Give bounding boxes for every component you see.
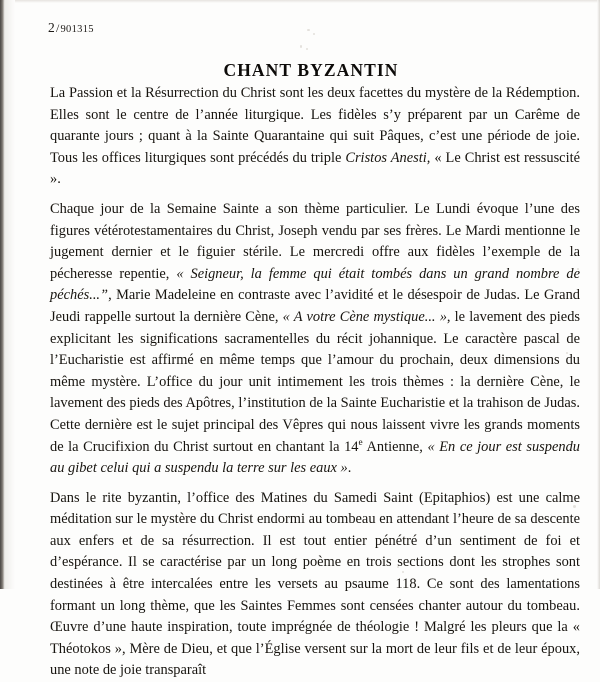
paragraph-1 <box>50 83 580 191</box>
scan-speck <box>300 45 302 48</box>
body-text-run: , le lavement des pieds explicitant les significations sacramentelles du récit johannique. Le caractère pascal de l’Eucharistie est affirmé en même temps que l’amour du prochain, deux dimensions du même mystère. L’office du jour unit intimement les trois thèmes : la dernière Cène, le lavement des pieds des Apôtres, l’institution de la Sainte Eucharistie et la trahison de Judas. Cette dernière est le sujet principal des Vêpres qui nous laissent vivre les grands moments de la Crucifixion du Christ surtout en chantant la 14 <box>50 308 581 455</box>
page-folio-number: 2 <box>48 20 55 35</box>
ordinal-superscript: e <box>358 437 363 448</box>
paragraph-3 <box>50 488 580 682</box>
paragraph-2 <box>50 199 580 480</box>
body-text-run: « Le Christ est ressuscité ». <box>50 149 580 188</box>
body-text-run: Antienne, <box>362 438 428 455</box>
page-identifier: 901315 <box>60 24 94 35</box>
quoted-italic-text: Cristos Anesti, <box>345 149 431 166</box>
page-title: CHANT BYZANTIN <box>223 59 399 80</box>
article-body <box>50 83 580 682</box>
body-text-run: La Passion et la Résurrection du Christ sont les deux facettes du mystère de la Rédemption. Elles sont le centre de l’année liturgique. Les fidèles s’y préparent par un Carême de quarante jours ; quant à la Sainte Quarantaine qui suit Pâques, c’est une période de joie. Tous les offices liturgiques sont précédés du triple <box>50 85 580 166</box>
page-header <box>48 20 94 36</box>
body-text-run: , Marie Madeleine en contraste avec l’avidité et le désespoir de Judas. Le Grand Jeudi rappelle surtout la dernière Cène, <box>50 287 580 325</box>
scan-speck <box>313 33 315 35</box>
scan-speck <box>306 48 308 50</box>
scan-edge-top <box>0 0 600 3</box>
quoted-italic-text: « Seigneur, la femme qui était tombés dans un grand nombre de péchés...” <box>50 265 580 304</box>
body-text-run: Chaque jour de la Semaine Sainte a son thème particulier. Le Lundi évoque l’une des figures vétérotestamentaires du Christ, Joseph vendu par ses frères. Le Mardi mentionne le jugement dernier et le figuier stérile. Le mercredi offre aux fidèles l’exemple de la pécheresse repentie, <box>50 200 580 282</box>
body-text-run: . <box>347 460 352 477</box>
page-header-separator: / <box>55 21 60 35</box>
quoted-italic-text: « En ce jour est suspendu au gibet celui qui a suspendu la terre sur les eaux » <box>50 438 581 477</box>
quoted-italic-text: « A votre Cène mystique... » <box>282 308 447 325</box>
scan-edge-left-gradient <box>5 0 15 589</box>
body-text-run: Dans le rite byzantin, l’office des Matines du Samedi Saint (Epitaphios) est une calme méditation sur le mystère du Christ endormi au tombeau en attendant l’heure de sa descente aux enfers et de sa résurrection. Il est tout entier pénétré d’un sentiment de foi et d’espérance. Il se caractérise par un long poème en trois sections dont les strophes sont destinées à être intercalées entre les versets au psaume 118. Ce sont des lamentations formant un long thème, que les Saintes Femmes sont censées chanter autour du tombeau. Œuvre d’une haute inspiration, toute imprégnée de théologie ! Malgré les pleurs que la « Théotokos », Mère de Dieu, et que l’Église versent sur la mort de leur fils et de leur époux, une note de joie transparaît <box>50 489 580 679</box>
scan-speck <box>307 29 310 31</box>
